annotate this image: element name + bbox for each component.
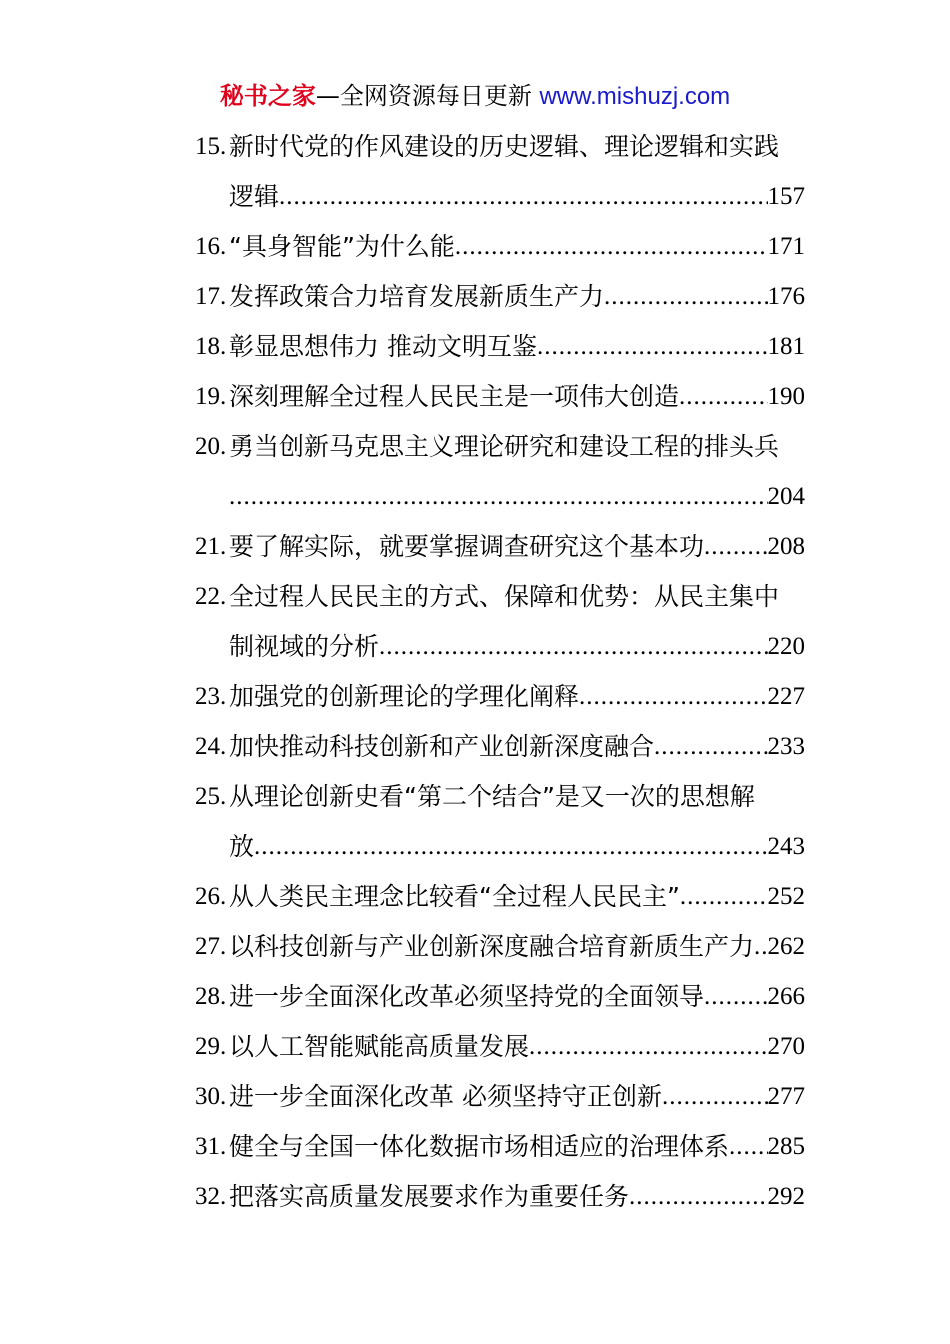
toc-leader-dots [662, 1072, 768, 1122]
brand-name: 秘书之家 [219, 82, 316, 110]
toc-entry-title: 以科技创新与产业创新深度融合培育新质生产力 [229, 932, 755, 961]
toc-entry-line [229, 572, 805, 622]
toc-entry-title-continued: 制视域的分析 [229, 632, 380, 661]
toc-entry-number: 32. [195, 1183, 227, 1210]
toc-entry-number: 18. [195, 333, 227, 360]
toc-leader-dots [729, 1122, 767, 1172]
toc-entry-line [229, 222, 805, 272]
toc-entry-line [229, 372, 805, 422]
toc-entry[interactable] [195, 522, 805, 572]
toc-entry-title: 把落实高质量发展要求作为重要任务 [229, 1182, 630, 1211]
toc-entry-title: 进一步全面深化改革必须坚持党的全面领导 [229, 982, 705, 1011]
toc-leader-dots [679, 372, 767, 422]
toc-entry-number: 24. [195, 733, 227, 760]
toc-page-number: 243 [767, 833, 805, 860]
toc-entry[interactable] [195, 122, 805, 172]
toc-entry-title: 健全与全国一体化数据市场相适应的治理体系 [229, 1132, 730, 1161]
toc-entry-title-continued: 放 [229, 832, 255, 861]
toc-entry[interactable] [195, 1122, 805, 1172]
toc-entry-line [229, 922, 805, 972]
toc-entry-line [229, 822, 805, 872]
toc-entry[interactable] [195, 422, 805, 472]
toc-page-number: 176 [767, 283, 805, 310]
toc-entry-number: 28. [195, 983, 227, 1010]
toc-leader-dots [455, 222, 768, 272]
toc-entry-number: 29. [195, 1033, 227, 1060]
toc-page-number: 227 [767, 683, 805, 710]
toc-leader-dots [279, 172, 767, 222]
toc-entry-number: 17. [195, 283, 227, 310]
toc-entry-line [229, 972, 805, 1022]
toc-page-number: 220 [767, 633, 805, 660]
toc-entry-line [229, 322, 805, 372]
toc-entry-line [229, 1122, 805, 1172]
toc-entry-title: 全过程人民民主的方式、保障和优势：从民主集中 [229, 582, 780, 611]
toc-entry-title: 彰显思想伟力 推动文明互鉴 [229, 332, 537, 361]
site-url-link[interactable]: www.mishuzj.com [539, 83, 731, 110]
toc-entry[interactable] [195, 222, 805, 272]
toc-entry-line [229, 722, 805, 772]
toc-entry-line [229, 472, 805, 522]
toc-entry[interactable] [195, 672, 805, 722]
toc-entry[interactable] [195, 272, 805, 322]
toc-entry-line [229, 772, 805, 822]
toc-entry-title: 新时代党的作风建设的历史逻辑、理论逻辑和实践 [229, 132, 780, 161]
toc-entry-title: 发挥政策合力培育发展新质生产力 [229, 282, 605, 311]
toc-entry-continuation[interactable] [195, 822, 805, 872]
toc-entry-continuation[interactable] [195, 622, 805, 672]
toc-entry[interactable] [195, 772, 805, 822]
toc-page-number: 204 [767, 483, 805, 510]
toc-entry-number: 27. [195, 933, 227, 960]
toc-entry[interactable] [195, 1022, 805, 1072]
toc-entry[interactable] [195, 972, 805, 1022]
toc-entry-line [229, 1072, 805, 1122]
toc-entry-number: 26. [195, 883, 227, 910]
toc-leader-dots [529, 1022, 767, 1072]
toc-page-number: 292 [767, 1183, 805, 1210]
toc-entry-number: 20. [195, 433, 227, 460]
toc-entry-title: “具身智能”为什么能 [229, 232, 455, 261]
toc-entry-number: 19. [195, 383, 227, 410]
toc-page-number: 285 [767, 1133, 805, 1160]
toc-entry-line [229, 422, 805, 472]
header-tagline: —全网资源每日更新 [315, 82, 540, 110]
toc-leader-dots [254, 822, 767, 872]
toc-leader-dots [379, 622, 767, 672]
toc-entry-line [229, 272, 805, 322]
toc-entry[interactable] [195, 922, 805, 972]
toc-entry[interactable] [195, 322, 805, 372]
toc-entry[interactable] [195, 722, 805, 772]
toc-leader-dots [754, 922, 767, 972]
toc-leader-dots [579, 672, 767, 722]
toc-leader-dots [604, 272, 767, 322]
toc-leader-dots [654, 722, 767, 772]
toc-leader-dots [680, 872, 768, 922]
toc-entry-line [229, 122, 805, 172]
toc-entry-number: 23. [195, 683, 227, 710]
toc-entry-number: 22. [195, 583, 227, 610]
toc-entry-line [229, 622, 805, 672]
toc-entry-line [229, 1022, 805, 1072]
toc-entry-number: 31. [195, 1133, 227, 1160]
toc-entry[interactable] [195, 572, 805, 622]
toc-leader-dots [229, 472, 768, 522]
toc-entry[interactable] [195, 372, 805, 422]
toc-entry-title: 勇当创新马克思主义理论研究和建设工程的排头兵 [229, 432, 780, 461]
toc-entry-number: 21. [195, 533, 227, 560]
toc-entry-line [229, 172, 805, 222]
toc-entry-title: 深刻理解全过程人民民主是一项伟大创造 [229, 382, 680, 411]
toc-entry-continuation[interactable] [195, 172, 805, 222]
toc-page-number: 252 [767, 883, 805, 910]
toc-entry-number: 30. [195, 1083, 227, 1110]
toc-page-number: 277 [767, 1083, 805, 1110]
toc-entry-number: 15. [195, 133, 227, 160]
toc-page-number: 270 [767, 1033, 805, 1060]
toc-leader-dots [629, 1172, 767, 1222]
toc-entry-line [229, 522, 805, 572]
toc-page-number: 262 [767, 933, 805, 960]
toc-entry-title: 要了解实际，就要掌握调查研究这个基本功 [229, 532, 705, 561]
toc-entry[interactable] [195, 1072, 805, 1122]
toc-entry-title-continued: 逻辑 [229, 182, 280, 211]
toc-entry-line [229, 672, 805, 722]
toc-entry-continuation[interactable] [195, 472, 805, 522]
toc-page-number: 190 [767, 383, 805, 410]
page-header [0, 80, 950, 113]
toc-leader-dots [704, 522, 767, 572]
toc-entry-title: 以人工智能赋能高质量发展 [229, 1032, 530, 1061]
toc-entry-title: 进一步全面深化改革 必须坚持守正创新 [229, 1082, 662, 1111]
toc-entry-line [229, 1172, 805, 1222]
toc-entry-title: 加强党的创新理论的学理化阐释 [229, 682, 580, 711]
toc-page-number: 266 [767, 983, 805, 1010]
toc-leader-dots [537, 322, 768, 372]
toc-entry-number: 25. [195, 783, 227, 810]
toc-entry[interactable] [195, 872, 805, 922]
toc-entry-line [229, 872, 805, 922]
toc-page-number: 208 [767, 533, 805, 560]
toc-entry-title: 从理论创新史看“第二个结合”是又一次的思想解 [229, 782, 755, 811]
toc-leader-dots [704, 972, 767, 1022]
toc-entry[interactable] [195, 1172, 805, 1222]
toc-page-number: 157 [767, 183, 805, 210]
toc-page-number: 171 [767, 233, 805, 260]
toc-entry-number: 16. [195, 233, 227, 260]
toc-page-number: 181 [767, 333, 805, 360]
toc-page-number: 233 [767, 733, 805, 760]
toc-entry-title: 从人类民主理念比较看“全过程人民民主” [229, 882, 680, 911]
toc-entry-title: 加快推动科技创新和产业创新深度融合 [229, 732, 655, 761]
